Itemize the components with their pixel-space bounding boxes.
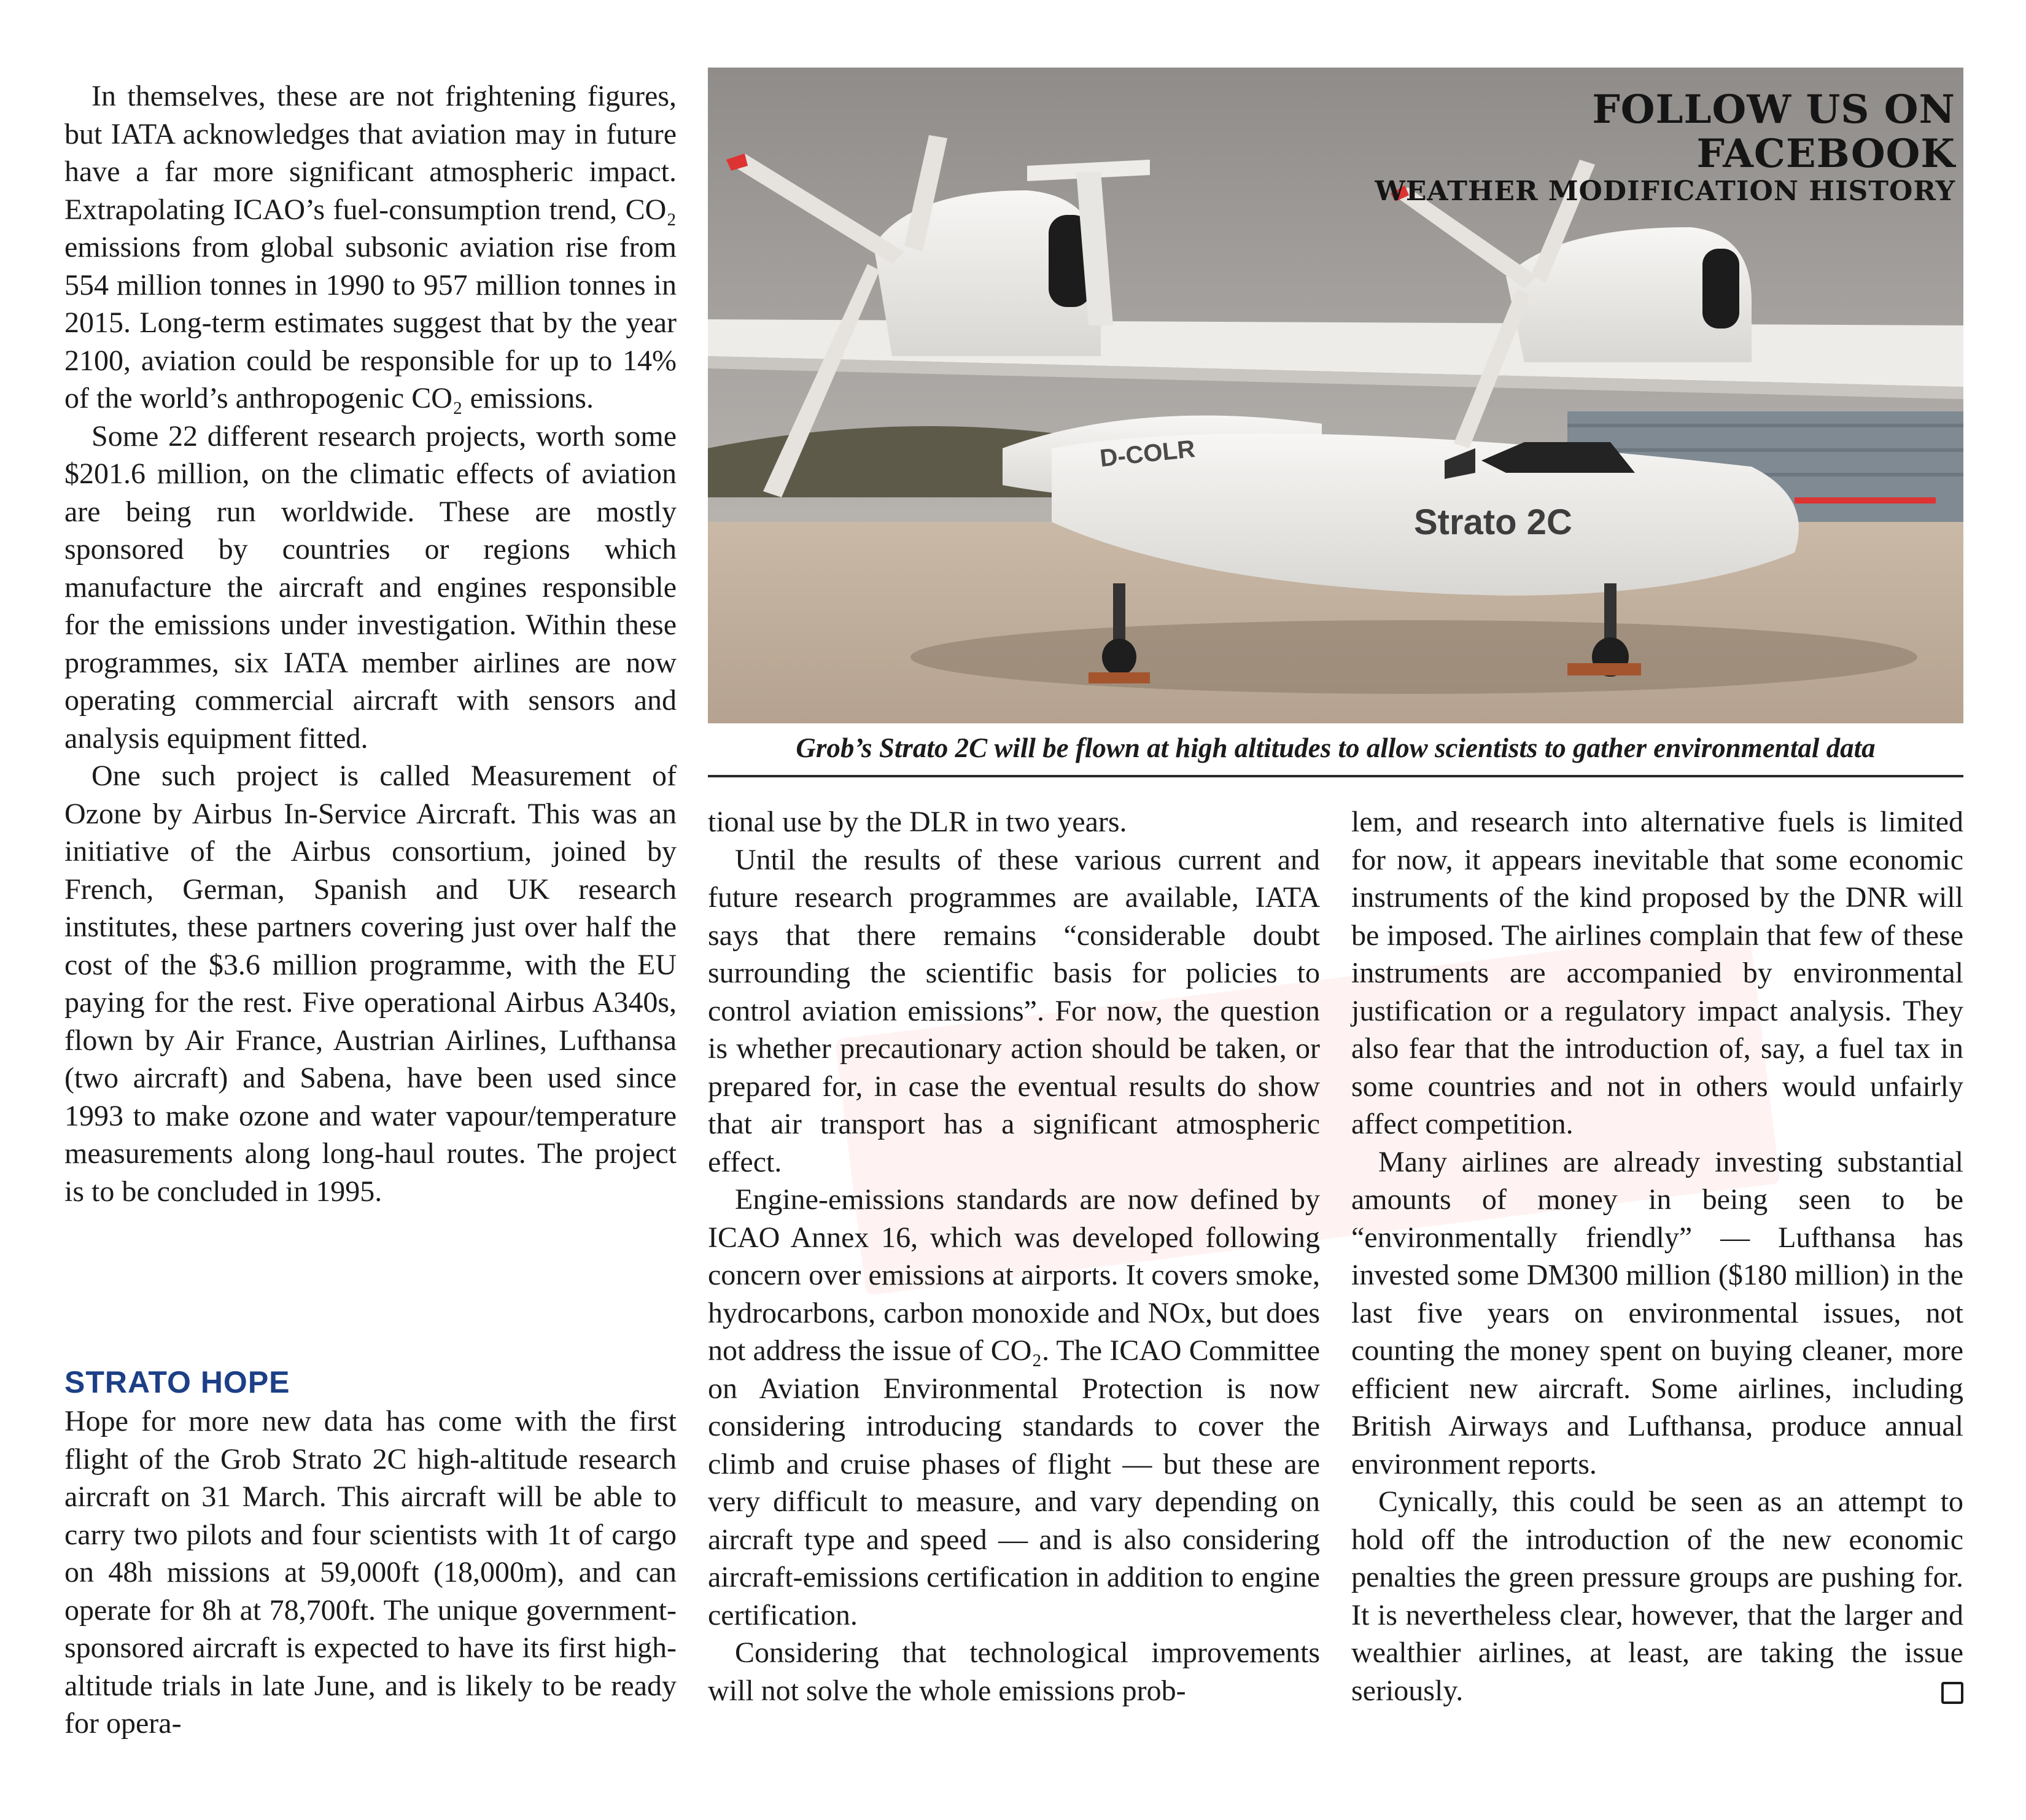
col2-paragraph-2: Until the results of these various current and future research programmes are available, IATA says that there remains “considerable doubt surrounding the scientific basis for policies to control aviation emissions”. For now, the question is whether precautionary action should be taken, or prepared for, in case the eventual results do show that air transport has a significant atmospheric effect. <box>708 843 1320 1178</box>
column-2 <box>708 803 1320 1709</box>
col2-paragraph-4: Considering that technological improvements will not solve the whole emissions prob- <box>708 1636 1320 1707</box>
watermark-line-2: WEATHER MODIFICATION HISTORY <box>1375 176 1955 207</box>
end-of-article-icon <box>1941 1682 1963 1704</box>
col1-paragraph-4: Hope for more new data has come with the first flight of the Grob Strato 2C high-altitude research aircraft on 31 March. This aircraft will be able to carry two pilots and four scientists with 1t of cargo on 48h missions at 59,000ft (18,000m), and can operate for 8h at 78,700ft. The unique government-sponsored aircraft is expected to have its first high-altitude trials in late June, and is likely to be ready for opera- <box>64 1405 677 1740</box>
column-1-upper <box>64 77 677 1210</box>
col3-paragraph-1: lem, and research into alternative fuels is limited for now, it appears inevitable that some economic instruments of the kind proposed by the DNR will be imposed. The airlines complain that few of these instruments are accompanied by environmental justification or a regulatory impact analysis. They also fear that the introduction of, say, a fuel tax in some countries and not in others would unfairly affect competition. <box>1351 806 1963 1140</box>
col1-paragraph-1: In themselves, these are not frightening figures, but IATA acknowledges that aviation may in future have a far more significant atmospheric impact. Extrapolating ICAO’s fuel-consumption trend, CO₂ emissions from global subsonic aviation rise from 554 million tonnes in 1990 to 957 million tonnes in 2015. Long-term estimates suggest that by the year 2100, aviation could be responsible for up to 14% of the world’s anthropogenic CO₂ emissions. <box>64 80 677 414</box>
col3-paragraph-2: Many airlines are already investing substantial amounts of money in being seen to be “environmentally friendly” — Lufthansa has invested some DM300 million ($180 million) in the last five years on environmental issues, not counting the money spent on buying cleaner, more efficient new aircraft. Some airlines, including British Airways and Lufthansa, produce annual environment reports. <box>1351 1145 1963 1480</box>
watermark-line-1: FOLLOW US ON FACEBOOK <box>1592 87 1955 177</box>
column-3 <box>1351 803 1963 1709</box>
registration-marking: D-COLR <box>1098 435 1197 472</box>
col3-paragraph-3-text: Cynically, this could be seen as an attempt to hold off the introduction of the new economic penalties the green pressure groups are pushing for. It is nevertheless clear, however, that the larger and wealthier airlines, at least, are taking the issue seriously. <box>1351 1485 1963 1707</box>
facebook-watermark <box>1360 88 1955 207</box>
caption-divider <box>708 775 1963 777</box>
col2-paragraph-1: tional use by the DLR in two years. <box>708 806 1127 838</box>
column-1-lower <box>64 1402 677 1743</box>
col1-paragraph-2: Some 22 different research projects, worth some $201.6 million, on the climatic effects of aviation are being run worldwide. These are mostly sponsored by countries or regions which manufacture the aircraft and engines responsible for the emissions under investigation. Within these programmes, six IATA member airlines are now operating commercial aircraft with sensors and analysis equipment fitted. <box>64 419 677 755</box>
col1-paragraph-3: One such project is called Measurement of Ozone by Airbus In-Service Aircraft. This was an initiative of the Airbus consortium, joined by French, German, Spanish and UK research institutes, these partners covering just over half the cost of the $3.6 million programme, with the EU paying for the rest. Five operational Airbus A340s, flown by Air France, Austrian Airlines, Lufthansa (two aircraft) and Sabena, have been used since 1993 to make ozone and water vapour/temperature measurements along long-haul routes. The project is to be concluded in 1995. <box>64 760 677 1208</box>
col2-paragraph-3: Engine-emissions standards are now defined by ICAO Annex 16, which was developed following concern over emissions at airports. It covers smoke, hydrocarbons, carbon monoxide and NOx, but does not address the issue of CO₂. The ICAO Committee on Aviation Environmental Protection is now considering introducing standards to cover the climb and cruise phases of flight — but these are very difficult to measure, and vary depending on aircraft type and speed — and is also considering aircraft-emissions certification in addition to engine certification. <box>708 1183 1320 1631</box>
photo-caption: Grob’s Strato 2C will be flown at high altitudes to allow scientists to gather environmental data <box>796 733 1876 763</box>
section-subhead: STRATO HOPE <box>64 1365 290 1399</box>
col3-paragraph-3 <box>1351 1483 1963 1709</box>
aircraft-name-marking: Strato 2C <box>1414 502 1572 542</box>
